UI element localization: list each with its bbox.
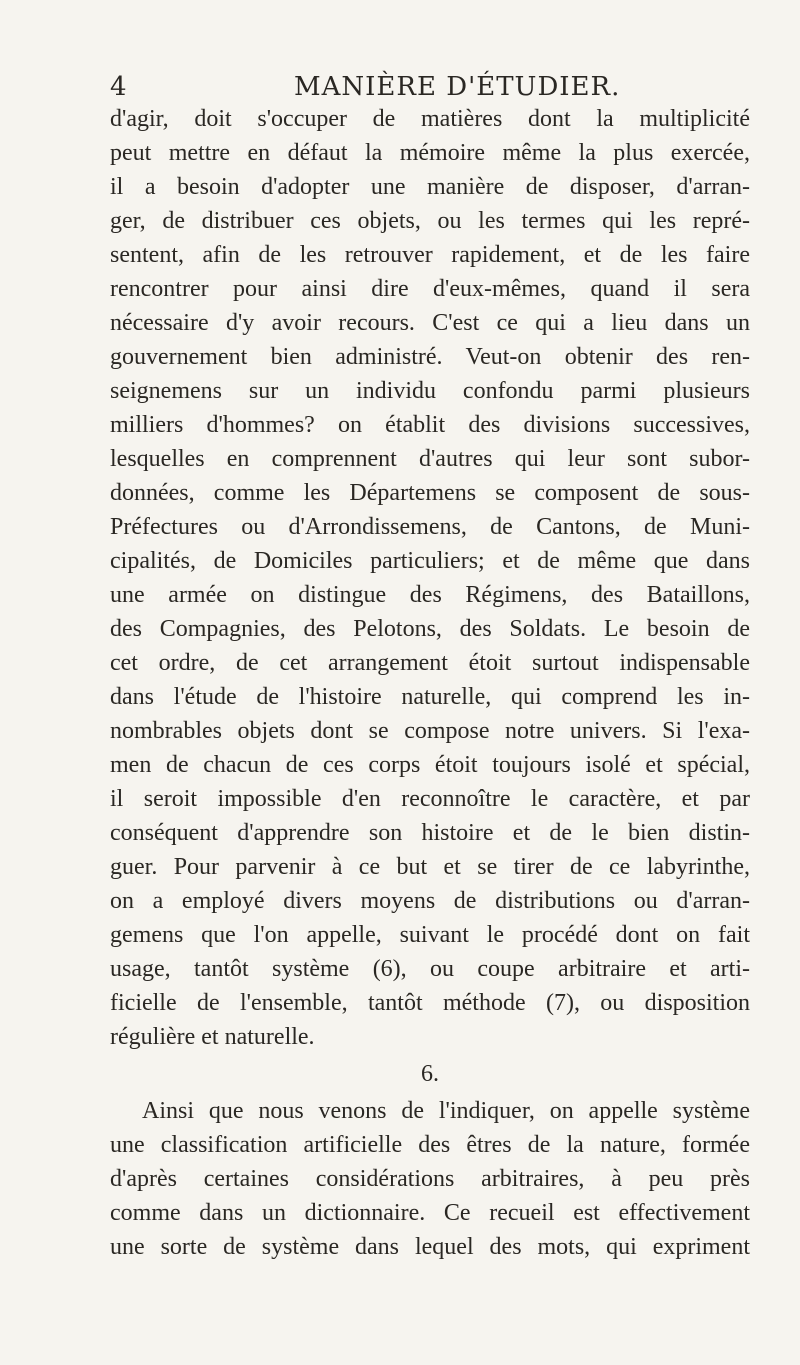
text-line: ficielle de l'ensemble, tantôt méthode (7), ou disposition xyxy=(110,990,750,1016)
running-head: MANIÈRE D'ÉTUDIER. xyxy=(294,72,621,102)
paragraph-1 xyxy=(110,102,750,1054)
text-line: comme dans un dictionnaire. Ce recueil est effectivement xyxy=(110,1200,750,1226)
text-line: Ainsi que nous venons de l'indiquer, on appelle système xyxy=(142,1098,750,1124)
text-line: rencontrer pour ainsi dire d'eux-mêmes, quand il sera xyxy=(110,276,750,302)
text-line: ger, de distribuer ces objets, ou les termes qui les repré- xyxy=(110,208,750,234)
text-line: gouvernement bien administré. Veut-on obtenir des ren- xyxy=(110,344,750,370)
text-line: sentent, afin de les retrouver rapidement, et de les faire xyxy=(110,242,750,268)
text-line: on a employé divers moyens de distributions ou d'arran- xyxy=(110,888,750,914)
page-number: 4 xyxy=(110,72,127,102)
text-line: nécessaire d'y avoir recours. C'est ce qui a lieu dans un xyxy=(110,310,750,336)
text-line: une sorte de système dans lequel des mots, qui expriment xyxy=(110,1234,750,1260)
text-line: une classification artificielle des êtres de la nature, formée xyxy=(110,1132,750,1158)
text-line: usage, tantôt système (6), ou coupe arbitraire et arti- xyxy=(110,956,750,982)
text-line: d'après certaines considérations arbitraires, à peu près xyxy=(110,1166,750,1192)
text-line: dans l'étude de l'histoire naturelle, qui comprend les in- xyxy=(110,684,750,710)
text-line: men de chacun de ces corps étoit toujours isolé et spécial, xyxy=(110,752,750,778)
text-line: nombrables objets dont se compose notre univers. Si l'exa- xyxy=(110,718,750,744)
text-line: seignemens sur un individu confondu parmi plusieurs xyxy=(110,378,750,404)
text-line: conséquent d'apprendre son histoire et de le bien distin- xyxy=(110,820,750,846)
text-line: lesquelles en comprennent d'autres qui leur sont subor- xyxy=(110,446,750,472)
paragraph-2 xyxy=(110,1094,750,1264)
text-line: il seroit impossible d'en reconnoître le caractère, et par xyxy=(110,786,750,812)
page-header xyxy=(110,58,750,102)
text-line: gemens que l'on appelle, suivant le procédé dont on fait xyxy=(110,922,750,948)
text-line: Préfectures ou d'Arrondissemens, de Cantons, de Muni- xyxy=(110,514,750,540)
section-number: 6. xyxy=(421,1061,439,1087)
text-line: des Compagnies, des Pelotons, des Soldats. Le besoin de xyxy=(110,616,750,642)
text-line: cet ordre, de cet arrangement étoit surtout indispensable xyxy=(110,650,750,676)
text-line: cipalités, de Domiciles particuliers; et de même que dans xyxy=(110,548,750,574)
text-line: milliers d'hommes? on établit des divisions successives, xyxy=(110,412,750,438)
text-line: données, comme les Départemens se composent de sous- xyxy=(110,480,750,506)
book-page xyxy=(110,58,750,1264)
text-line: peut mettre en défaut la mémoire même la plus exercée, xyxy=(110,140,750,166)
text-line: une armée on distingue des Régimens, des Bataillons, xyxy=(110,582,750,608)
text-line: d'agir, doit s'occuper de matières dont la multiplicité xyxy=(110,106,750,132)
text-line: guer. Pour parvenir à ce but et se tirer de ce labyrinthe, xyxy=(110,854,750,880)
text-line: régulière et naturelle. xyxy=(110,1024,315,1050)
text-line: il a besoin d'adopter une manière de disposer, d'arran- xyxy=(110,174,750,200)
